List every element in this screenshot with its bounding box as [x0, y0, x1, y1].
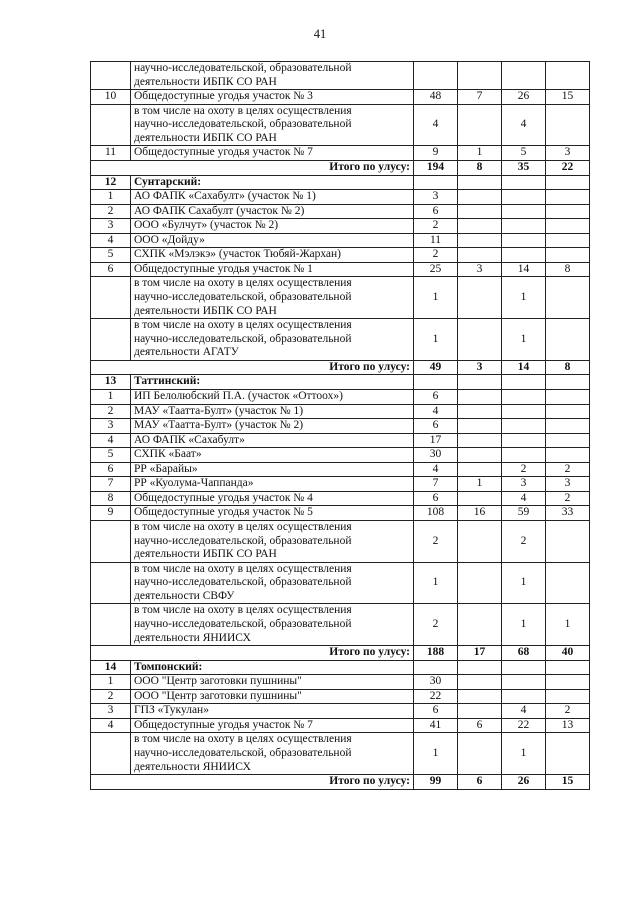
row-name-line: МАУ «Таатта-Булт» (участок № 2) [134, 419, 304, 432]
row-name [131, 675, 414, 690]
row-number: 1 [91, 389, 131, 404]
value-cell-3: 1 [502, 319, 546, 361]
row-name-line: в том числе на охоту в целях осуществления [134, 277, 352, 290]
value-cell-2 [458, 675, 502, 690]
table-row [91, 190, 590, 205]
total-value-4: 8 [546, 360, 590, 375]
total-label: Итого по улусу: [91, 160, 414, 175]
row-name [131, 404, 414, 419]
value-cell-3 [502, 219, 546, 234]
total-row [91, 360, 590, 375]
ulus-header-row [91, 175, 590, 190]
value-cell-3: 22 [502, 718, 546, 733]
empty-cell [502, 175, 546, 190]
table-row [91, 704, 590, 719]
row-number: 2 [91, 689, 131, 704]
value-cell-3 [502, 433, 546, 448]
value-cell-3: 2 [502, 462, 546, 477]
row-number [91, 521, 131, 563]
value-cell-4 [546, 248, 590, 263]
value-cell-1: 2 [414, 219, 458, 234]
value-cell-2 [458, 190, 502, 205]
total-label: Итого по улусу: [91, 360, 414, 375]
row-name [131, 433, 414, 448]
value-cell-4: 8 [546, 262, 590, 277]
value-cell-4 [546, 448, 590, 463]
row-name-line: РР «Куолума-Чаппанда» [134, 477, 254, 490]
value-cell-4: 3 [546, 146, 590, 161]
row-number [91, 604, 131, 646]
value-cell-4 [546, 521, 590, 563]
table-row [91, 491, 590, 506]
table-row [91, 733, 590, 775]
row-number: 3 [91, 219, 131, 234]
row-name-line: научно-исследовательской, образовательной [134, 534, 352, 547]
ulus-name: Сунтарский: [131, 175, 414, 190]
table-row [91, 448, 590, 463]
row-name-line: Общедоступные угодья участок № 1 [134, 262, 313, 275]
row-name-line: научно-исследовательской, образовательной [134, 118, 352, 131]
row-name [131, 448, 414, 463]
value-cell-4 [546, 277, 590, 319]
value-cell-4 [546, 733, 590, 775]
ulus-number: 12 [91, 175, 131, 190]
value-cell-3 [502, 689, 546, 704]
value-cell-3: 1 [502, 733, 546, 775]
total-value-1: 99 [414, 775, 458, 790]
value-cell-4 [546, 419, 590, 434]
row-number: 1 [91, 190, 131, 205]
value-cell-2 [458, 433, 502, 448]
hunting-quota-table [90, 61, 590, 790]
value-cell-3 [502, 389, 546, 404]
total-value-3: 35 [502, 160, 546, 175]
row-name [131, 204, 414, 219]
total-value-4: 15 [546, 775, 590, 790]
value-cell-4: 13 [546, 718, 590, 733]
row-name-line: в том числе на охоту в целях осуществления [134, 104, 352, 117]
empty-cell [414, 175, 458, 190]
row-name [131, 146, 414, 161]
value-cell-2: 1 [458, 146, 502, 161]
value-cell-1: 6 [414, 389, 458, 404]
value-cell-1: 2 [414, 604, 458, 646]
row-number: 4 [91, 433, 131, 448]
value-cell-1 [414, 62, 458, 90]
total-value-3: 14 [502, 360, 546, 375]
value-cell-1: 30 [414, 448, 458, 463]
row-number [91, 277, 131, 319]
value-cell-1: 2 [414, 248, 458, 263]
empty-cell [458, 375, 502, 390]
value-cell-2 [458, 204, 502, 219]
ulus-name: Таттинский: [131, 375, 414, 390]
row-name [131, 704, 414, 719]
value-cell-3 [502, 419, 546, 434]
row-number [91, 62, 131, 90]
row-number [91, 733, 131, 775]
row-number: 7 [91, 477, 131, 492]
table-row [91, 146, 590, 161]
value-cell-1: 17 [414, 433, 458, 448]
value-cell-1: 4 [414, 404, 458, 419]
value-cell-3: 4 [502, 104, 546, 146]
value-cell-1: 7 [414, 477, 458, 492]
value-cell-2 [458, 491, 502, 506]
row-number: 8 [91, 491, 131, 506]
table-row [91, 718, 590, 733]
row-name-line: деятельности ИБПК СО РАН [134, 75, 277, 88]
empty-cell [502, 375, 546, 390]
value-cell-4: 2 [546, 704, 590, 719]
row-name [131, 419, 414, 434]
ulus-header-row [91, 375, 590, 390]
value-cell-1: 108 [414, 506, 458, 521]
row-number [91, 104, 131, 146]
table-row [91, 219, 590, 234]
value-cell-2 [458, 521, 502, 563]
value-cell-4 [546, 675, 590, 690]
row-name-line: СХПК «Баат» [134, 448, 202, 461]
row-name [131, 319, 414, 361]
value-cell-4 [546, 689, 590, 704]
table-row [91, 433, 590, 448]
row-name-line: СХПК «Мэлэкэ» (участок Тюбяй-Жархан) [134, 248, 341, 261]
page-number: 41 [313, 27, 327, 41]
row-name-line: деятельности ИБПК СО РАН [134, 304, 277, 317]
row-number: 3 [91, 704, 131, 719]
row-number: 10 [91, 90, 131, 105]
row-name-line: Общедоступные угодья участок № 7 [134, 146, 313, 159]
row-name [131, 62, 414, 90]
total-value-2: 17 [458, 646, 502, 661]
table-row [91, 604, 590, 646]
value-cell-4 [546, 62, 590, 90]
value-cell-1: 1 [414, 733, 458, 775]
value-cell-3 [502, 190, 546, 205]
value-cell-2 [458, 104, 502, 146]
table-row [91, 404, 590, 419]
row-name [131, 562, 414, 604]
row-number: 1 [91, 675, 131, 690]
row-name [131, 389, 414, 404]
total-row [91, 775, 590, 790]
table-row [91, 689, 590, 704]
value-cell-2 [458, 389, 502, 404]
row-name [131, 277, 414, 319]
total-value-2: 6 [458, 775, 502, 790]
value-cell-4 [546, 233, 590, 248]
total-row [91, 646, 590, 661]
row-name-line: научно-исследовательской, образовательной [134, 332, 352, 345]
value-cell-2 [458, 448, 502, 463]
value-cell-2 [458, 219, 502, 234]
empty-cell [546, 175, 590, 190]
value-cell-1: 1 [414, 319, 458, 361]
table-row [91, 477, 590, 492]
value-cell-1: 48 [414, 90, 458, 105]
value-cell-1: 6 [414, 704, 458, 719]
row-name-line: в том числе на охоту в целях осуществления [134, 733, 352, 746]
value-cell-4 [546, 562, 590, 604]
value-cell-3 [502, 233, 546, 248]
value-cell-4 [546, 219, 590, 234]
value-cell-1: 25 [414, 262, 458, 277]
row-name [131, 689, 414, 704]
value-cell-3 [502, 404, 546, 419]
value-cell-1: 3 [414, 190, 458, 205]
row-name-line: научно-исследовательской, образовательной [134, 291, 352, 303]
row-name-line: деятельности СВФУ [134, 589, 235, 602]
value-cell-1: 6 [414, 419, 458, 434]
table-row [91, 319, 590, 361]
value-cell-4 [546, 433, 590, 448]
ulus-name: Томпонский: [131, 660, 414, 675]
row-number: 3 [91, 419, 131, 434]
value-cell-4 [546, 404, 590, 419]
value-cell-3: 1 [502, 562, 546, 604]
row-name-line: Общедоступные угодья участок № 4 [134, 491, 313, 504]
row-name-line: деятельности ИБПК СО РАН [134, 131, 277, 144]
value-cell-1: 9 [414, 146, 458, 161]
table-row [91, 204, 590, 219]
value-cell-4 [546, 190, 590, 205]
row-name-line: ООО «Булчут» (участок № 2) [134, 219, 279, 232]
value-cell-1: 4 [414, 104, 458, 146]
value-cell-2 [458, 562, 502, 604]
total-label: Итого по улусу: [91, 646, 414, 661]
empty-cell [546, 375, 590, 390]
row-name-line: ИП Белолюбский П.А. (участок «Оттоох») [134, 389, 343, 402]
value-cell-3: 59 [502, 506, 546, 521]
value-cell-2 [458, 704, 502, 719]
table-row [91, 62, 590, 90]
row-name [131, 262, 414, 277]
value-cell-3 [502, 248, 546, 263]
total-value-1: 188 [414, 646, 458, 661]
value-cell-2 [458, 62, 502, 90]
value-cell-4 [546, 389, 590, 404]
row-number [91, 562, 131, 604]
value-cell-4 [546, 319, 590, 361]
total-value-2: 3 [458, 360, 502, 375]
value-cell-2 [458, 233, 502, 248]
value-cell-2 [458, 462, 502, 477]
table-row [91, 419, 590, 434]
total-row [91, 160, 590, 175]
value-cell-1: 1 [414, 277, 458, 319]
total-value-3: 26 [502, 775, 546, 790]
row-name-line: деятельности АГАТУ [134, 346, 239, 359]
row-name-line: научно-исследовательской, образовательной [134, 747, 352, 759]
table-row [91, 233, 590, 248]
row-name [131, 190, 414, 205]
row-name-line: в том числе на охоту в целях осуществления [134, 521, 352, 533]
row-name-line: АО ФАПК Сахабулт (участок № 2) [134, 204, 305, 217]
ulus-number: 13 [91, 375, 131, 390]
value-cell-3: 1 [502, 277, 546, 319]
value-cell-1: 2 [414, 521, 458, 563]
value-cell-3: 14 [502, 262, 546, 277]
row-number: 4 [91, 718, 131, 733]
value-cell-1: 30 [414, 675, 458, 690]
value-cell-3: 4 [502, 491, 546, 506]
row-number: 9 [91, 506, 131, 521]
value-cell-2 [458, 733, 502, 775]
row-number: 2 [91, 204, 131, 219]
row-name [131, 491, 414, 506]
row-name-line: в том числе на охоту в целях осуществления [134, 562, 352, 575]
table-row [91, 675, 590, 690]
row-name-line: научно-исследовательской, образовательной [134, 617, 352, 630]
value-cell-1: 41 [414, 718, 458, 733]
row-name-line: научно-исследовательской, образовательной [134, 576, 352, 589]
empty-cell [458, 660, 502, 675]
ulus-number: 14 [91, 660, 131, 675]
row-number: 2 [91, 404, 131, 419]
value-cell-1: 11 [414, 233, 458, 248]
empty-cell [458, 175, 502, 190]
empty-cell [546, 660, 590, 675]
value-cell-3 [502, 204, 546, 219]
row-number: 6 [91, 262, 131, 277]
row-name-line: РР «Барайы» [134, 462, 198, 475]
row-name [131, 733, 414, 775]
row-number: 4 [91, 233, 131, 248]
value-cell-2 [458, 689, 502, 704]
row-name [131, 233, 414, 248]
value-cell-4 [546, 104, 590, 146]
value-cell-2: 16 [458, 506, 502, 521]
table-row [91, 389, 590, 404]
total-value-1: 49 [414, 360, 458, 375]
row-name [131, 248, 414, 263]
value-cell-1: 1 [414, 562, 458, 604]
value-cell-2 [458, 604, 502, 646]
value-cell-3 [502, 675, 546, 690]
value-cell-2 [458, 404, 502, 419]
value-cell-3: 5 [502, 146, 546, 161]
value-cell-2: 7 [458, 90, 502, 105]
row-name [131, 219, 414, 234]
value-cell-2: 6 [458, 718, 502, 733]
row-name-line: АО ФАПК «Сахабулт» [134, 433, 245, 446]
row-number: 5 [91, 448, 131, 463]
row-name [131, 477, 414, 492]
total-value-2: 8 [458, 160, 502, 175]
value-cell-1: 6 [414, 204, 458, 219]
value-cell-3: 1 [502, 604, 546, 646]
value-cell-3 [502, 448, 546, 463]
value-cell-2: 1 [458, 477, 502, 492]
row-name-line: деятельности ИБПК СО РАН [134, 548, 277, 561]
row-name [131, 104, 414, 146]
total-value-3: 68 [502, 646, 546, 661]
row-name-line: Общедоступные угодья участок № 3 [134, 90, 313, 103]
value-cell-1: 4 [414, 462, 458, 477]
row-name-line: Общедоступные угодья участок № 5 [134, 506, 313, 519]
value-cell-3: 4 [502, 704, 546, 719]
value-cell-4: 33 [546, 506, 590, 521]
value-cell-2: 3 [458, 262, 502, 277]
row-name-line: в том числе на охоту в целях осуществления [134, 604, 352, 617]
row-name-line: ООО «Дойду» [134, 233, 205, 246]
row-number [91, 319, 131, 361]
ulus-header-row [91, 660, 590, 675]
row-name-line: МАУ «Таатта-Булт» (участок № 1) [134, 404, 304, 417]
table-row [91, 277, 590, 319]
table-row [91, 562, 590, 604]
row-name [131, 604, 414, 646]
row-name-line: деятельности ЯНИИСХ [134, 760, 251, 773]
row-name [131, 718, 414, 733]
row-name-line: ГПЗ «Тукулан» [134, 704, 209, 717]
value-cell-1: 6 [414, 491, 458, 506]
row-number: 5 [91, 248, 131, 263]
value-cell-2 [458, 277, 502, 319]
row-name [131, 90, 414, 105]
value-cell-1: 22 [414, 689, 458, 704]
value-cell-3: 26 [502, 90, 546, 105]
empty-cell [414, 375, 458, 390]
empty-cell [414, 660, 458, 675]
total-value-4: 40 [546, 646, 590, 661]
table-row [91, 506, 590, 521]
row-number: 11 [91, 146, 131, 161]
row-name-line: АО ФАПК «Сахабулт» (участок № 1) [134, 190, 316, 203]
value-cell-4 [546, 204, 590, 219]
value-cell-2 [458, 419, 502, 434]
value-cell-4: 2 [546, 491, 590, 506]
row-name-line: научно-исследовательской, образовательной [134, 62, 352, 74]
total-label: Итого по улусу: [91, 775, 414, 790]
value-cell-4: 15 [546, 90, 590, 105]
table-row [91, 262, 590, 277]
value-cell-4: 1 [546, 604, 590, 646]
table-row [91, 90, 590, 105]
row-name [131, 521, 414, 563]
table-row [91, 104, 590, 146]
value-cell-4: 2 [546, 462, 590, 477]
table-row [91, 521, 590, 563]
row-name-line: деятельности ЯНИИСХ [134, 631, 251, 644]
table-row [91, 248, 590, 263]
row-name-line: Общедоступные угодья участок № 7 [134, 718, 313, 731]
total-value-4: 22 [546, 160, 590, 175]
total-value-1: 194 [414, 160, 458, 175]
row-name-line: ООО "Центр заготовки пушнины" [134, 675, 302, 688]
row-name-line: в том числе на охоту в целях осуществления [134, 319, 352, 332]
table-row [91, 462, 590, 477]
value-cell-3 [502, 62, 546, 90]
value-cell-2 [458, 248, 502, 263]
value-cell-2 [458, 319, 502, 361]
value-cell-3: 3 [502, 477, 546, 492]
value-cell-3: 2 [502, 521, 546, 563]
row-name [131, 506, 414, 521]
value-cell-4: 3 [546, 477, 590, 492]
row-number: 6 [91, 462, 131, 477]
empty-cell [502, 660, 546, 675]
row-name [131, 462, 414, 477]
row-name-line: ООО "Центр заготовки пушнины" [134, 689, 302, 702]
